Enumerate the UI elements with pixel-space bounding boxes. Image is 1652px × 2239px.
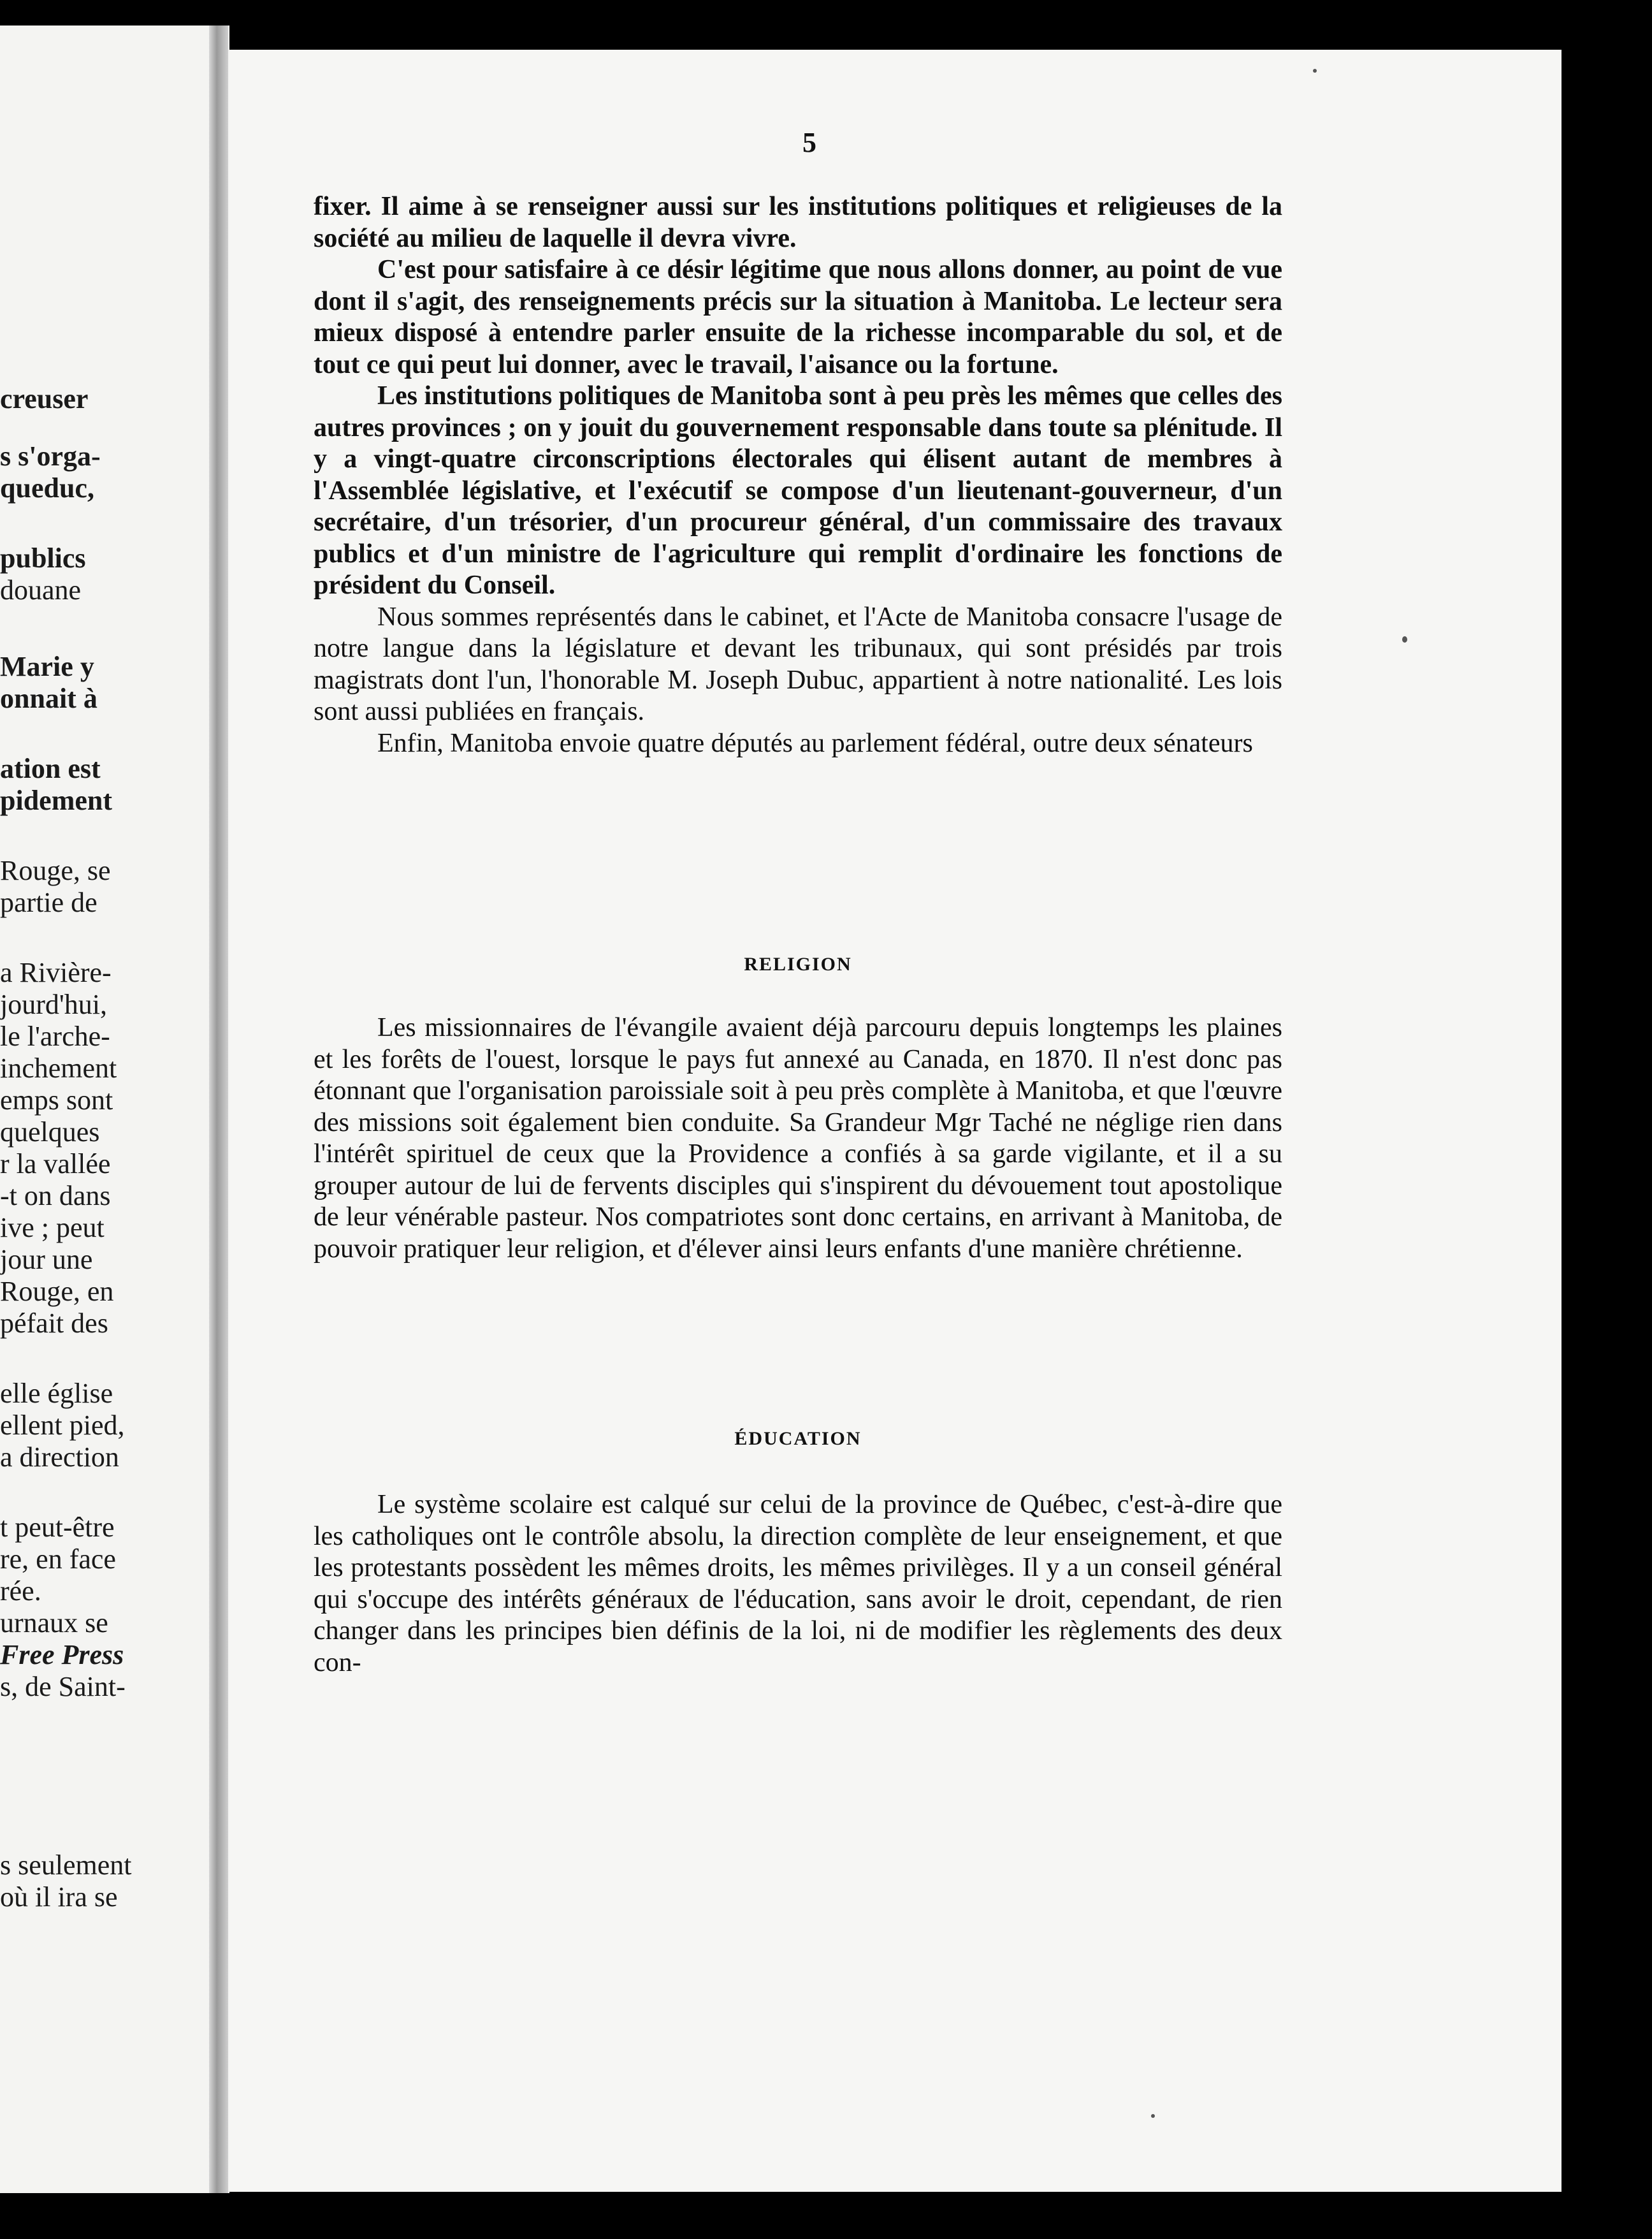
left-page-line: re, en face [0, 1543, 116, 1575]
left-page-line: queduc, [0, 472, 94, 504]
religion-section [314, 1012, 1282, 1265]
left-page-line: elle église [0, 1378, 113, 1409]
paragraph-fixer: fixer. Il aime à se renseigner aussi sur les institutions politiques et religieuses de la société au milieu de laquelle il devra vivre. [314, 192, 1282, 253]
left-page-line: t peut-être [0, 1512, 115, 1543]
education-section [314, 1489, 1282, 1679]
left-page-line: Rouge, en [0, 1276, 114, 1307]
paragraph-satisfaire: C'est pour satisfaire à ce désir légitime que nous allons donner, au point de vue dont il s'agit, des renseignements précis sur la situation à Manitoba. Le lecteur sera mieux disposé à entendre parler ensuite de la richesse incomparable du sol, et de tout ce qui peut lui donner, avec le travail, l'aisance ou la fortune. [314, 255, 1282, 379]
left-page-line: ellent pied, [0, 1410, 125, 1441]
left-page-line: urnaux se [0, 1607, 108, 1638]
left-page-line: onnait à [0, 683, 98, 714]
left-page-line: s s'orga- [0, 441, 101, 472]
left-page-line: le l'arche- [0, 1021, 110, 1052]
left-page-line: creuser [0, 383, 89, 414]
paragraph-representes: Nous sommes représentés dans le cabinet, et l'Acte de Manitoba consacre l'usage de notre langue dans la législature et devant les tribunaux, qui sont présidés par trois magistrats dont l'un, l'honorable M. Joseph Dubuc, appartient à notre nationalité. Les lois sont aussi publiées en français. [314, 602, 1282, 726]
left-page-line: rée. [0, 1575, 41, 1607]
scan-speck [1402, 636, 1407, 643]
left-page-line: où il ira se [0, 1881, 118, 1913]
left-page-line: publics [0, 543, 86, 574]
left-page-line: a direction [0, 1441, 119, 1473]
intro-text [314, 191, 1282, 759]
left-page-line: ation est [0, 753, 101, 784]
paragraph-institutions: Les institutions politiques de Manitoba sont à peu près les mêmes que celles des autres provinces ; on y jouit du gouvernement responsable dans toute sa plénitude. Il y a vingt-quatre circonscriptions électorales qui élisent autant de membres à l'Assemblée législative, et l'exécutif se compose d'un lieutenant-gouverneur, d'un secrétaire, d'un trésorier, d'un procureur général, d'un commissaire des travaux publics et d'un ministre de l'agriculture qui remplit d'ordinaire les fonctions de président du Conseil. [314, 381, 1282, 600]
left-page-line: a Rivière- [0, 957, 112, 988]
left-page-line: quelques [0, 1116, 100, 1148]
left-page-line: Marie y [0, 651, 94, 682]
paragraph-deputes: Enfin, Manitoba envoie quatre députés au parlement fédéral, outre deux sénateurs [377, 728, 1253, 758]
left-page-line: douane [0, 574, 82, 606]
scan-speck [1151, 2114, 1155, 2118]
left-page-line: pidement [0, 785, 112, 816]
left-page-line: r la vallée [0, 1148, 111, 1179]
paragraph-education: Le système scolaire est calqué sur celui de la province de Québec, c'est-à-dire que les catholiques ont le contrôle absolu, la direction complète de leur enseignement, et que les protestants possèdent les mêmes droits, les mêmes privilèges. Il y a un conseil général qui s'occupe des intérêts généraux de l'éducation, sans avoir le droit, cependant, de rien changer dans les principes bien définis de la loi, ni de modifier les règlements des deux con- [314, 1490, 1282, 1677]
page-gutter [209, 26, 228, 2193]
left-page-line: jour une [0, 1244, 93, 1275]
left-page-line: jourd'hui, [0, 989, 108, 1020]
left-page-line: emps sont [0, 1084, 113, 1116]
paragraph-religion: Les missionnaires de l'évangile avaient déjà parcouru depuis longtemps les plaines et les forêts de l'ouest, lorsque le pays fut annexé au Canada, en 1870. Il n'est donc pas étonnant que l'organisation paroissiale soit à peu près complète à Manitoba, et que l'œuvre des missions soit également bien conduite. Sa Grandeur Mgr Taché ne néglige rien dans l'intérêt spirituel de ceux que la Providence a confiés à sa garde vigilante, et il a su grouper autour de lui de fervents disciples qui s'inspirent du dévouement tout apostolique de leur vénérable pasteur. Nos compatriotes sont donc certains, en arrivant à Manitoba, de pouvoir pratiquer leur religion, et d'élever ainsi leurs enfants d'une manière chrétienne. [314, 1013, 1282, 1264]
left-page-line: ive ; peut [0, 1212, 105, 1243]
left-page-line: Rouge, se [0, 855, 111, 886]
left-page-line: s seulement [0, 1849, 132, 1881]
heading-religion: RELIGION [744, 954, 852, 975]
left-page-fragment [0, 26, 229, 2193]
page-number: 5 [802, 127, 816, 158]
heading-education: ÉDUCATION [734, 1428, 862, 1449]
left-page-line: s, de Saint- [0, 1671, 126, 1702]
scan-speck [1313, 69, 1317, 73]
left-page-line: partie de [0, 887, 98, 918]
left-page-line: inchement [0, 1053, 117, 1084]
left-page-line: péfait des [0, 1308, 108, 1339]
right-page [229, 50, 1561, 2192]
left-page-line: Free Press [0, 1639, 124, 1670]
left-page-line: -t on dans [0, 1180, 111, 1211]
